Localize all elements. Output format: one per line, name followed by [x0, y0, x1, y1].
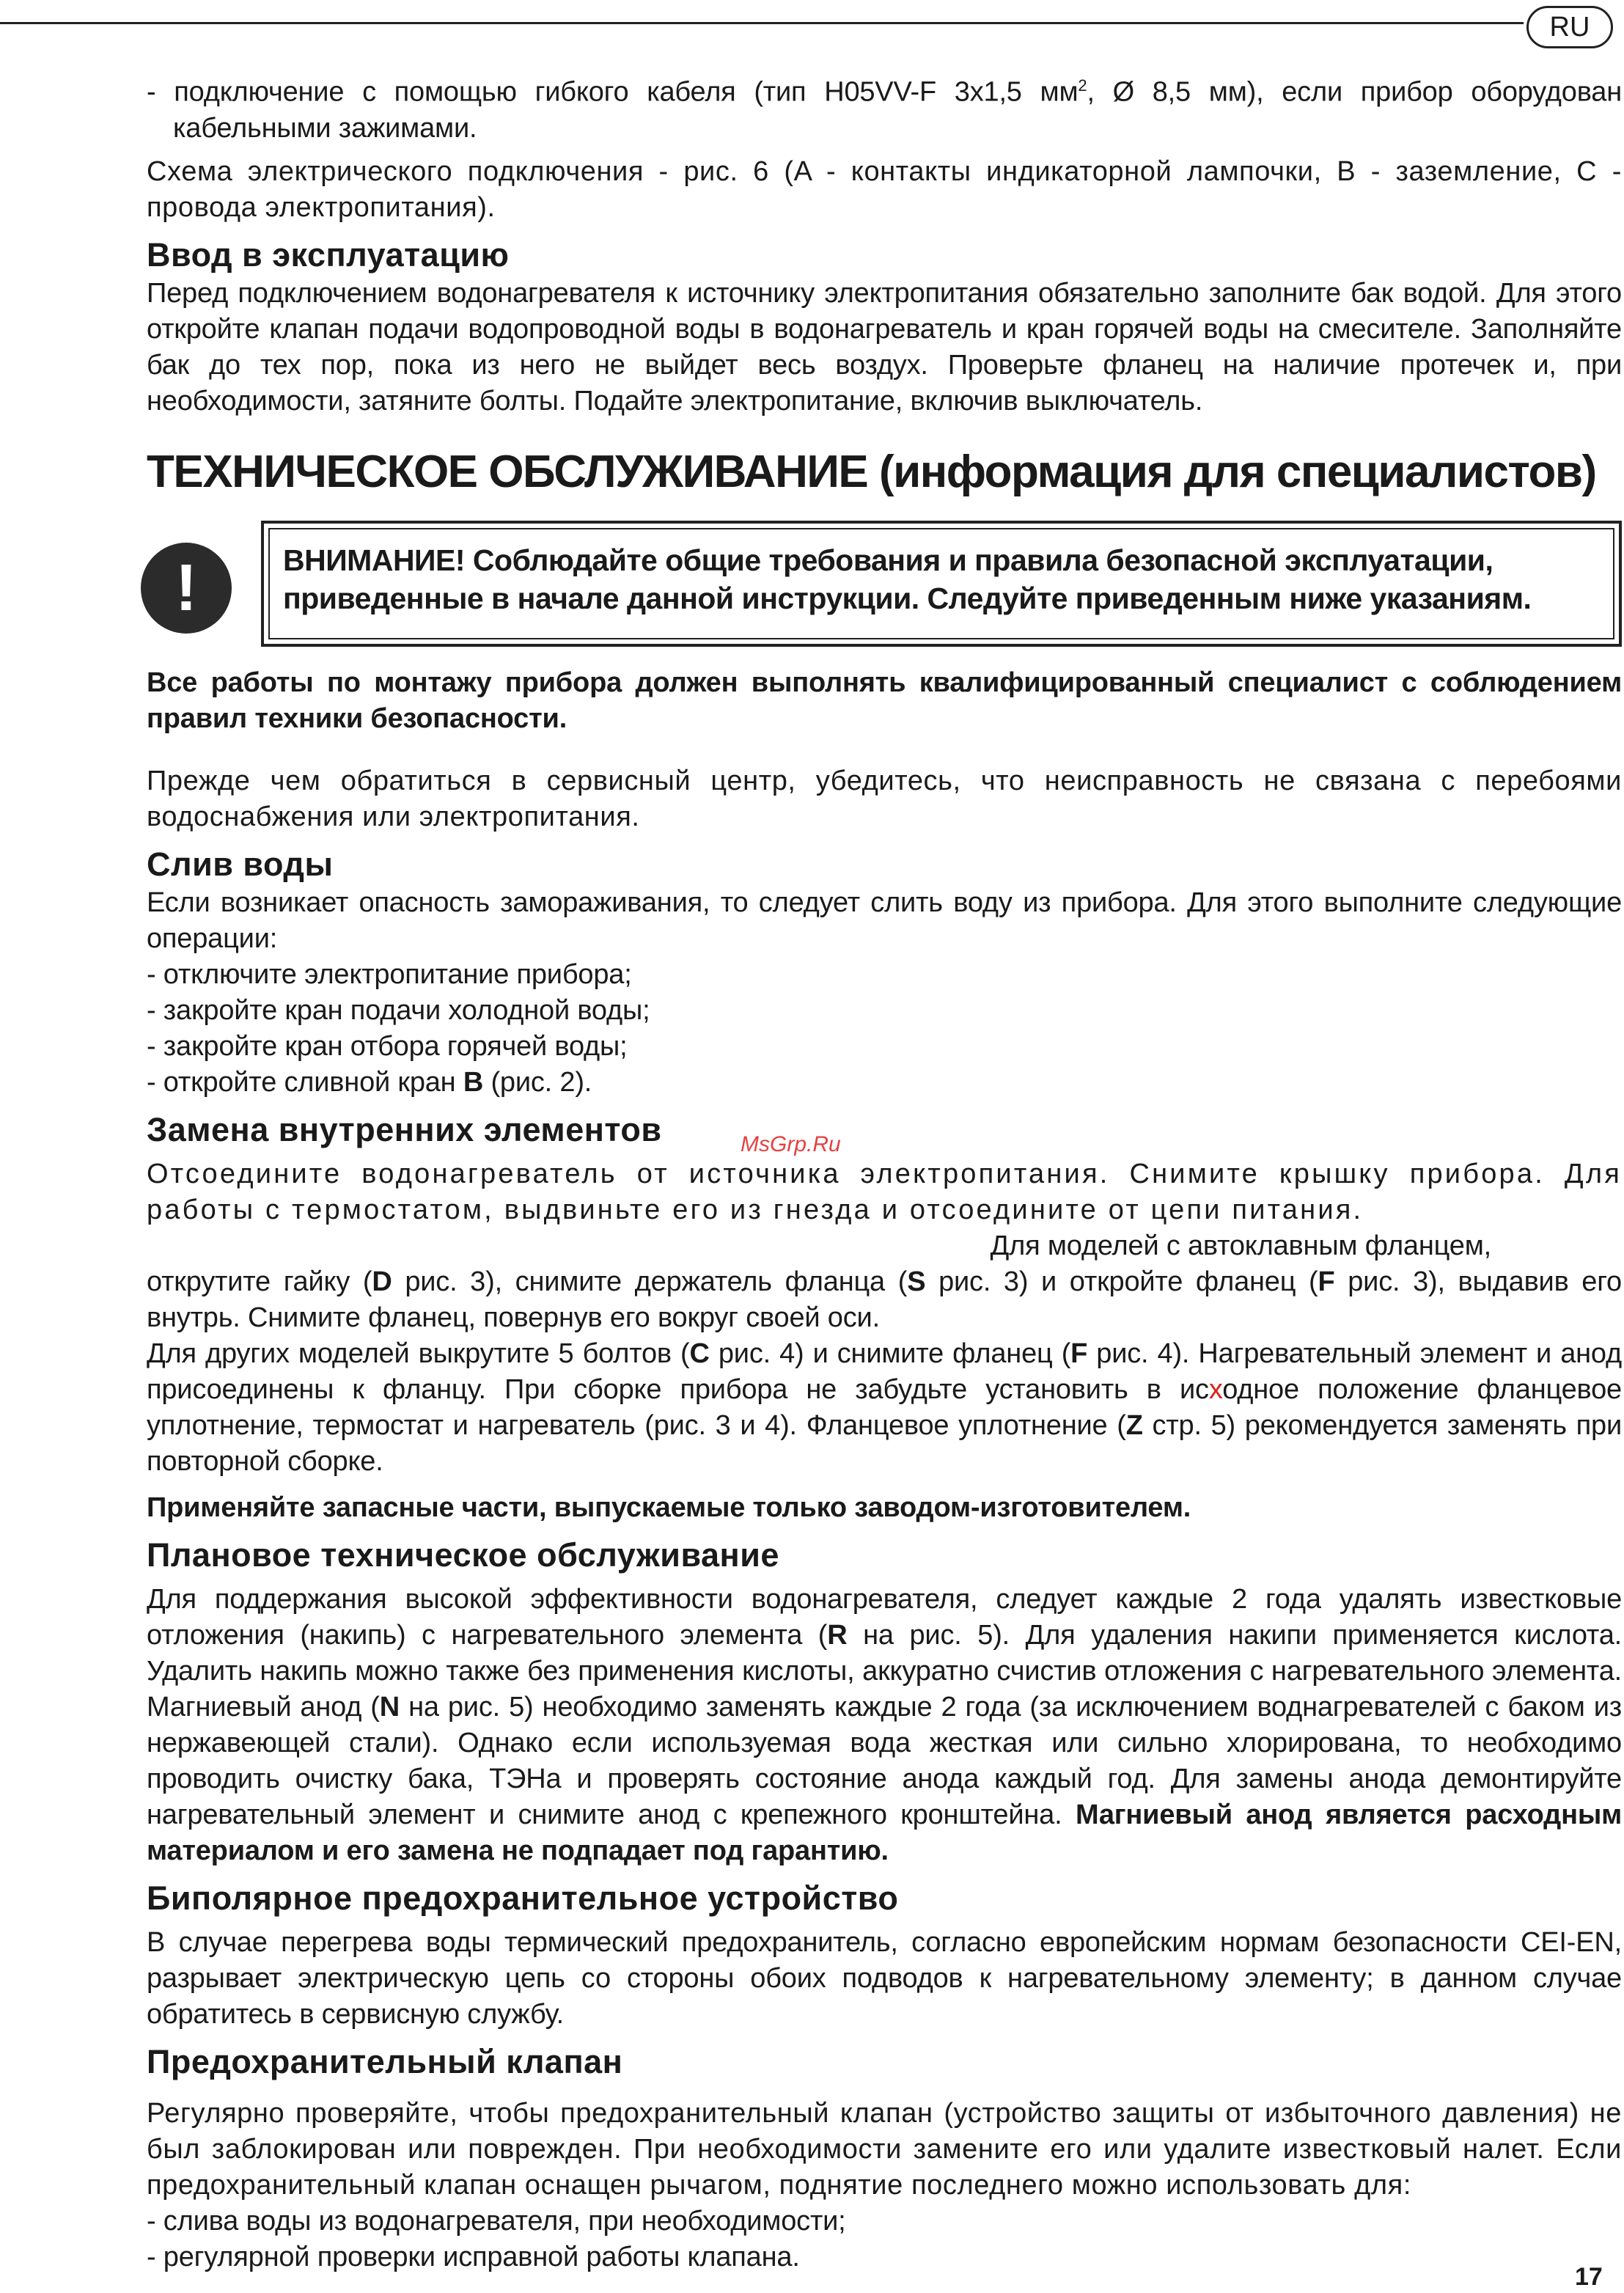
drain-title: Слив воды — [147, 845, 334, 883]
text-run: рис. 3), снимите держатель фланца ( — [392, 1266, 908, 1297]
replace-title: Замена внутренних элементов — [147, 1110, 662, 1148]
text-run: рис. 4) и снимите фланец ( — [709, 1338, 1071, 1369]
ref-D: D — [372, 1266, 392, 1297]
warning-block — [147, 521, 1622, 649]
drain-step-ref: B — [463, 1066, 484, 1098]
text-run: открутите гайку ( — [147, 1266, 372, 1297]
drain-step-text-end: (рис. 2). — [483, 1066, 592, 1098]
ref-Z: Z — [1125, 1409, 1143, 1441]
planned-title: Плановое техническое обслуживание — [147, 1536, 779, 1574]
anode-note: Магниевый анод является расходным материалом и его замена не подпадает под гарантию. — [147, 1799, 1622, 1866]
red-letter: х — [1208, 1373, 1223, 1405]
valve-item: - регулярной проверки исправной работы клапана. — [147, 2241, 800, 2272]
parts-note: Применяйте запасные части, выпускаемые только заводом-изготовителем. — [147, 1492, 1191, 1523]
replace-text-3 — [147, 1264, 1622, 1336]
drain-step: - закройте кран отбора горячей воды; — [147, 1030, 628, 1062]
header-rule — [0, 22, 1524, 24]
warning-box: ВНИМАНИЕ! Соблюдайте общие требования и правила безопасной эксплуатации, приведенные в начале данной инструкции. Следуйте приведенным ниже указаниям. — [261, 521, 1622, 647]
text-run: рис. 3), выдавив его внутрь. Снимите фланец, повернув его вокруг своей оси. — [147, 1266, 1622, 1333]
drain-step — [147, 1065, 1622, 1101]
bipolar-title: Биполярное предохранительное устройство — [147, 1879, 899, 1917]
warning-icon: ! — [141, 543, 232, 634]
commissioning-title: Ввод в эксплуатацию — [147, 235, 510, 274]
drain-text: Если возникает опасность замораживания, то следует слить воду из прибора. Для этого выполните следующие операции: — [147, 887, 1622, 954]
bipolar-text: В случае перегрева воды термический предохранитель, согласно европейским нормам безопасности CEI-EN, разрывает электрическую цепь со стороны обоих подводов к нагревательному элементу; в данном случае обратитесь в сервисную службу. — [147, 1926, 1622, 2030]
ref-F: F — [1070, 1338, 1088, 1369]
text-run: рис. 4). Нагревательный элемент и анод присоединены к фланцу. При сборке прибора не забудьте установить в ис — [147, 1338, 1623, 1405]
ref-S: S — [907, 1266, 926, 1297]
text-run: на рис. 5) необходимо заменять каждые 2 года (за исключением воднагревателей с баком из нержавеющей стали). Однако если используемая вода жесткая или сильно хлорирована, то необходимо проводить очистку бака, ТЭНа и проверять состояние анода каждый год. Для замены анода демонтируйте нагревательный элемент и снимите анод с крепежного кронштейна. — [147, 1691, 1622, 1830]
valve-item: - слива воды из водонагревателя, при необходимости; — [147, 2205, 846, 2237]
maintenance-title-sub: (информация для специалистов) — [879, 446, 1596, 497]
page-number: 17 — [1575, 2263, 1603, 2291]
drain-step: - отключите электропитание прибора; — [147, 958, 632, 990]
ref-C: C — [689, 1338, 710, 1369]
cable-text: - подключение с помощью гибкого кабеля (тип H05VV-F 3x1,5 мм — [147, 76, 1079, 108]
wiring-scheme: Схема электрического подключения - рис. 6 (A - контакты индикаторной лампочки, B - заземление, C - провода электропитания). — [147, 155, 1622, 223]
ref-N: N — [379, 1691, 400, 1722]
planned-text — [147, 1582, 1622, 1869]
commissioning-text: Перед подключением водонагревателя к источнику электропитания обязательно заполните бак водой. Для этого откройте клапан подачи водопроводной воды в водонагреватель и кран горячей воды на смесителе. Заполняйте бак до тех пор, пока из него не выйдет весь воздух. Проверьте фланец на наличие протечек и, при необходимости, затяните болты. Подайте электропитание, включив выключатель. — [147, 277, 1622, 417]
service-note: Прежде чем обратиться в сервисный центр, убедитесь, что неисправность не связана с перебоями водоснабжения или электропитания. — [147, 765, 1622, 832]
superscript: 2 — [1078, 76, 1087, 95]
cable-text-end: , Ø 8,5 мм), если прибор оборудован кабельными зажимами. — [173, 76, 1622, 144]
language-badge: RU — [1526, 6, 1613, 48]
maintenance-title-main: ТЕХНИЧЕСКОЕ ОБСЛУЖИВАНИЕ — [147, 446, 868, 497]
maintenance-title — [147, 443, 1622, 502]
valve-text: Регулярно проверяйте, чтобы предохранительный клапан (устройство защиты от избыточного давления) не был заблокирован или поврежден. При необходимости замените его или удалите известковый налет. Если предохранительный клапан оснащен рычагом, поднятие последнего можно использовать для: — [147, 2097, 1622, 2201]
watermark: MsGrp.Ru — [741, 1132, 841, 1156]
replace-text-4 — [147, 1336, 1622, 1480]
text-run: одное положение фланцевое уплотнение, термостат и нагреватель (рис. 3 и 4). Фланцевое уплотнение ( — [147, 1373, 1622, 1441]
drain-step: - закройте кран подачи холодной воды; — [147, 994, 650, 1026]
text-run: стр. 5) рекомендуется заменять при повторной сборке. — [147, 1409, 1622, 1477]
text-run: на рис. 5). Для удаления накипи применяется кислота. Удалить накипь можно также без применения кислоты, аккуратно счистив отложения с нагревательного элемента. Магниевый анод ( — [147, 1619, 1622, 1722]
cable-item — [147, 67, 1622, 147]
drain-step-text: - откройте сливной кран — [147, 1066, 463, 1098]
ref-F: F — [1318, 1266, 1335, 1297]
replace-text-1: Отсоедините водонагреватель от источника электропитания. Снимите крышку прибора. Для работы с термостатом, выдвиньте его из гнезда и отсоедините от цепи питания. — [147, 1158, 1622, 1225]
page-content — [147, 67, 1622, 2275]
text-run: рис. 3) и откройте фланец ( — [925, 1266, 1318, 1297]
replace-text-2: Для моделей с автоклавным фланцем, — [990, 1230, 1491, 1261]
valve-title: Предохранительный клапан — [147, 2042, 623, 2080]
ref-R: R — [827, 1619, 848, 1651]
text-run: Для поддержания высокой эффективности водонагревателя, следует каждые 2 года удалять известковые отложения (накипь) с нагревательного элемента ( — [147, 1583, 1622, 1651]
text-run: Для других моделей выкрутите 5 болтов ( — [147, 1338, 690, 1369]
installer-note: Все работы по монтажу прибора должен выполнять квалифицированный специалист с соблюдением правил техники безопасности. — [147, 667, 1622, 734]
